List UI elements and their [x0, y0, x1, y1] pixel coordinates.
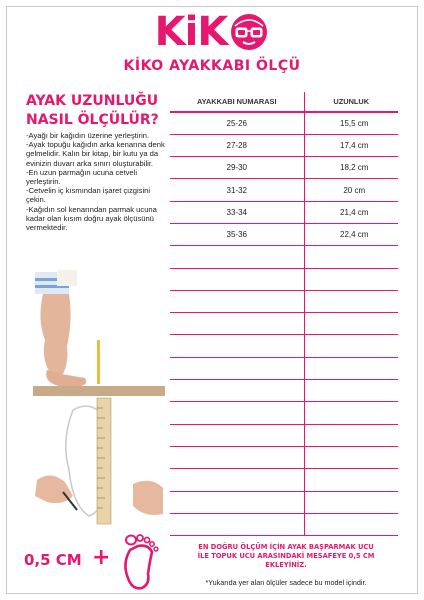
disclaimer-text: *Yukarıda yer alan ölçüler sadece bu model içindir. — [205, 578, 367, 587]
table-row — [170, 201, 398, 223]
size-cell — [170, 335, 304, 357]
measurement-note — [168, 543, 404, 571]
table-row — [170, 290, 398, 312]
table-row — [170, 179, 398, 201]
table-row — [170, 357, 398, 379]
length-cell — [304, 469, 398, 491]
length-cell — [304, 491, 398, 513]
guide-heading — [26, 92, 166, 130]
table-row — [170, 246, 398, 268]
table-row — [170, 491, 398, 513]
brand-logo — [0, 10, 424, 54]
size-cell — [170, 469, 304, 491]
foot-measuring-photo — [33, 270, 165, 528]
step-text: -Cetvelin iç kısmından işaret çizgisini çekin. — [26, 186, 151, 205]
length-cell: 18,2 cm — [304, 157, 398, 179]
table-row — [170, 513, 398, 535]
table-row — [170, 446, 398, 468]
page-subtitle: KİKO AYAKKABI ÖLÇÜ — [123, 58, 301, 74]
size-cell — [170, 290, 304, 312]
plus-sign: + — [92, 545, 111, 570]
size-cell — [170, 246, 304, 268]
length-cell — [304, 246, 398, 268]
size-cell: 35-36 — [170, 223, 304, 245]
size-cell — [170, 380, 304, 402]
length-cell — [304, 313, 398, 335]
length-cell: 17,4 cm — [304, 134, 398, 156]
size-cell — [170, 424, 304, 446]
table-row — [170, 469, 398, 491]
size-cell — [170, 313, 304, 335]
length-cell: 20 cm — [304, 179, 398, 201]
glasses-face-icon — [229, 12, 269, 52]
column-header-length: UZUNLUK — [304, 92, 398, 112]
length-cell — [304, 446, 398, 468]
table-row — [170, 134, 398, 156]
measure-addition: 0,5 CM — [24, 551, 82, 569]
size-cell — [170, 402, 304, 424]
step-text: -Kağıdın sol kenarından parmak ucuna kadar olan kısım doğru ayak ölçüsünü vermektedir. — [26, 204, 157, 233]
measure-steps — [26, 131, 171, 232]
length-cell — [304, 513, 398, 535]
table-row — [170, 223, 398, 245]
size-table — [170, 92, 398, 536]
table-row — [170, 380, 398, 402]
step-text: -En uzun parmağın ucuna cetveli yerleştirin. — [26, 167, 138, 187]
table-row — [170, 157, 398, 179]
size-cell — [170, 357, 304, 379]
table-row — [170, 424, 398, 446]
length-cell — [304, 290, 398, 312]
logo-text: KiK — [154, 9, 228, 55]
table-row — [170, 313, 398, 335]
note-line: EN DOĞRU ÖLÇÜM İÇİN AYAK BAŞPARMAK UCU — [198, 543, 374, 551]
table-row — [170, 335, 398, 357]
column-header-size: AYAKKABI NUMARASI — [170, 92, 304, 112]
size-cell — [170, 268, 304, 290]
length-cell — [304, 357, 398, 379]
guide-heading-line2: NASIL ÖLÇÜLÜR? — [26, 112, 159, 128]
length-cell: 15,5 cm — [304, 112, 398, 134]
size-cell: 25-26 — [170, 112, 304, 134]
length-cell — [304, 424, 398, 446]
length-cell — [304, 380, 398, 402]
guide-heading-line1: AYAK UZUNLUĞU — [26, 93, 159, 109]
size-cell: 29-30 — [170, 157, 304, 179]
size-cell: 31-32 — [170, 179, 304, 201]
size-cell: 33-34 — [170, 201, 304, 223]
note-line: İLE TOPUK UCU ARASINDAKİ MESAFEYE 0,5 CM — [197, 552, 375, 561]
step-text: -Ayak topuğu kağıdın arka kenarına denk gelmelidir. Kalın bir kitap, bir kutu ya da evinizin duvarı arka sınırı oluşturabilir. — [26, 140, 165, 168]
table-row — [170, 112, 398, 134]
footprint-icon — [118, 534, 162, 592]
size-cell: 27-28 — [170, 134, 304, 156]
size-cell — [170, 491, 304, 513]
length-cell: 21,4 cm — [304, 201, 398, 223]
length-cell — [304, 402, 398, 424]
table-row — [170, 268, 398, 290]
length-cell: 22,4 cm — [304, 223, 398, 245]
note-line: EKLEYİNİZ. — [265, 561, 307, 570]
length-cell — [304, 335, 398, 357]
table-row — [170, 402, 398, 424]
size-cell — [170, 446, 304, 468]
size-cell — [170, 513, 304, 535]
length-cell — [304, 268, 398, 290]
step-text: -Ayağı bir kağıdın üzerine yerleştirin. — [26, 131, 150, 140]
table-header-row — [170, 92, 398, 112]
